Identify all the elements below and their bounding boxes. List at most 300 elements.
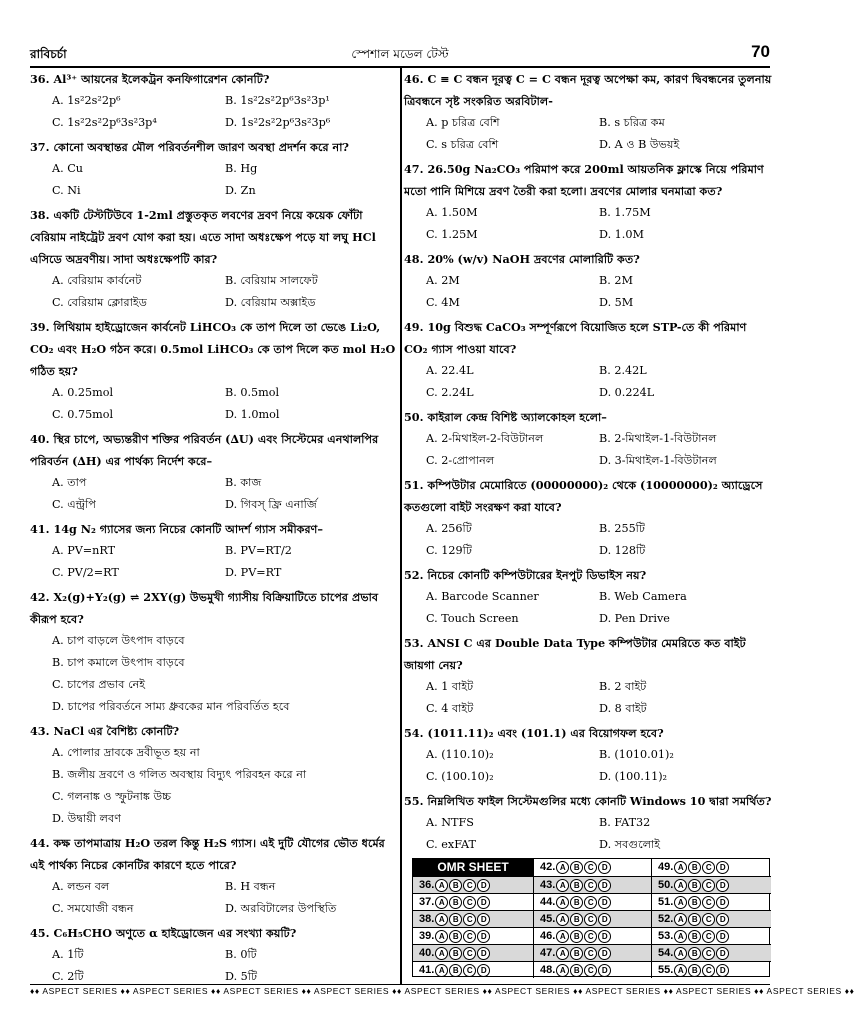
omr-question-number: 51. bbox=[658, 896, 674, 908]
question-text bbox=[30, 428, 398, 472]
option-list bbox=[30, 742, 398, 830]
question-number: 38. bbox=[30, 208, 50, 222]
answer-option: C. সমযোজী বন্ধন bbox=[52, 902, 134, 915]
question-number: 51. bbox=[404, 478, 424, 492]
answer-option: A. Cu bbox=[52, 162, 83, 175]
question-text bbox=[30, 68, 398, 90]
omr-bubble[interactable]: D bbox=[598, 896, 611, 909]
left-column bbox=[30, 68, 398, 983]
omr-question-number: 38. bbox=[419, 913, 435, 925]
omr-bubble[interactable]: B bbox=[688, 947, 701, 960]
omr-bubble[interactable]: C bbox=[584, 861, 597, 874]
question-stem: C₆H₅CHO অণুতে α হাইড্রোজেন এর সংখ্যা কয়টি? bbox=[53, 926, 297, 940]
omr-bubble[interactable]: C bbox=[463, 930, 476, 943]
question-number: 41. bbox=[30, 522, 50, 536]
answer-option: D. 0.224L bbox=[599, 386, 655, 399]
question-text bbox=[30, 922, 398, 944]
question-text bbox=[404, 406, 772, 428]
omr-row bbox=[651, 859, 771, 876]
answer-option: D. গিবস্ ফ্রি এনার্জি bbox=[225, 498, 317, 511]
answer-option: A. বেরিয়াম কার্বনেট bbox=[52, 274, 142, 287]
omr-row bbox=[413, 910, 533, 927]
omr-bubble[interactable]: C bbox=[463, 913, 476, 926]
question-text bbox=[30, 204, 398, 270]
answer-option: C. Touch Screen bbox=[426, 612, 519, 625]
answer-option: D. Pen Drive bbox=[599, 612, 670, 625]
question-number: 46. bbox=[404, 72, 424, 86]
omr-bubble[interactable]: A bbox=[674, 879, 687, 892]
omr-question-number: 48. bbox=[540, 964, 556, 976]
answer-option: C. 2.24L bbox=[426, 386, 474, 399]
omr-bubble[interactable]: A bbox=[674, 861, 687, 874]
omr-bubble[interactable]: B bbox=[688, 930, 701, 943]
omr-bubble[interactable]: D bbox=[598, 861, 611, 874]
omr-row bbox=[651, 893, 771, 910]
question-stem: 14g N₂ গ্যাসের জন্য নিচের কোনটি আদর্শ গ্যাস সমীকরণ– bbox=[53, 522, 323, 536]
omr-question-number: 44. bbox=[540, 896, 556, 908]
question-number: 48. bbox=[404, 252, 424, 266]
omr-bubble[interactable]: C bbox=[584, 964, 597, 977]
question-number: 50. bbox=[404, 410, 424, 424]
answer-option: A. PV=nRT bbox=[52, 544, 116, 557]
omr-row bbox=[533, 910, 651, 927]
omr-bubble[interactable]: B bbox=[449, 913, 462, 926]
option-list bbox=[30, 382, 398, 426]
question-block bbox=[404, 474, 772, 562]
omr-bubble[interactable]: D bbox=[477, 879, 490, 892]
omr-bubble[interactable]: A bbox=[556, 930, 569, 943]
question-text bbox=[30, 832, 398, 876]
omr-bubble[interactable]: D bbox=[716, 879, 729, 892]
answer-option: B. চাপ কমালে উৎপাদ বাড়বে bbox=[52, 656, 185, 669]
footer-strip: ♦♦ ASPECT SERIES ♦♦ ASPECT SERIES ♦♦ ASPECT SERIES ♦♦ ASPECT SERIES ♦♦ ASPECT SERIES ♦♦ ASPECT SERIES ♦♦ ASPECT SERIES ♦♦ ASPECT SERIES ♦♦ ASPECT SERIES ♦♦ bbox=[30, 986, 855, 996]
answer-option: B. (1010.01)₂ bbox=[599, 748, 674, 761]
question-number: 52. bbox=[404, 568, 424, 582]
omr-question-number: 50. bbox=[658, 879, 674, 891]
question-stem: X₂(g)+Y₂(g) ⇌ 2XY(g) উভমুখী গ্যাসীয় বিক্রিয়াটিতে চাপের প্রভাব কীরূপ হবে? bbox=[30, 590, 379, 626]
question-number: 45. bbox=[30, 926, 50, 940]
option-list bbox=[404, 360, 772, 404]
question-stem: স্থির চাপে, অভ্যন্তরীণ শক্তির পরিবর্তন (∆U) এবং সিস্টেমের এনথালপির পরিবর্তন (∆H) এর পার্থক্য নির্দেশ করে– bbox=[30, 432, 379, 468]
answer-option: D. অরবিটালের উপস্থিতি bbox=[225, 902, 337, 915]
omr-bubble[interactable]: C bbox=[702, 879, 715, 892]
omr-bubble[interactable]: B bbox=[688, 913, 701, 926]
option-list bbox=[30, 540, 398, 584]
omr-bubble[interactable]: C bbox=[702, 964, 715, 977]
answer-option: B. 2 বাইট bbox=[599, 680, 647, 693]
answer-option: B. 0টি bbox=[225, 948, 257, 961]
omr-question-number: 42. bbox=[540, 861, 556, 873]
omr-bubble[interactable]: D bbox=[716, 913, 729, 926]
omr-title: OMR SHEET bbox=[413, 859, 533, 876]
question-stem: নিম্নলিখিত ফাইল সিস্টেমগুলির মধ্যে কোনটি Windows 10 দ্বারা সমর্থিত? bbox=[427, 794, 772, 808]
omr-row bbox=[533, 927, 651, 944]
omr-question-number: 49. bbox=[658, 861, 674, 873]
answer-option: A. পোলার দ্রাবকে দ্রবীভূত হয় না bbox=[52, 746, 200, 759]
option-list bbox=[30, 158, 398, 202]
option-list bbox=[30, 270, 398, 314]
answer-option: C. বেরিয়াম ক্লোরাইড bbox=[52, 296, 147, 309]
answer-option: D. 5M bbox=[599, 296, 634, 309]
omr-bubble[interactable]: C bbox=[702, 896, 715, 909]
page-number: 70 bbox=[751, 42, 770, 61]
question-block bbox=[404, 406, 772, 472]
option-list bbox=[404, 518, 772, 562]
answer-option: A. 1টি bbox=[52, 948, 84, 961]
question-text bbox=[404, 722, 772, 744]
answer-option: B. 1.75M bbox=[599, 206, 651, 219]
omr-bubble[interactable]: B bbox=[449, 930, 462, 943]
question-stem: কম্পিউটার মেমোরিতে (00000000)₂ থেকে (10000000)₂ অ্যাড্রেসে কতগুলো বাইট সংরক্ষণ করা যাবে? bbox=[404, 478, 763, 514]
question-number: 42. bbox=[30, 590, 50, 604]
question-stem: কক্ষ তাপমাত্রায় H₂O তরল কিন্তু H₂S গ্যাস। এই দুটি যৌগের ভৌত ধর্মের এই পার্থক্য নিচের কোনটির কারণে হতে পারে? bbox=[30, 836, 385, 872]
omr-bubble[interactable]: C bbox=[463, 879, 476, 892]
answer-option: B. জলীয় দ্রবণে ও গলিত অবস্থায় বিদ্যুৎ পরিবহন করে না bbox=[52, 768, 307, 781]
option-list bbox=[404, 112, 772, 156]
omr-bubble[interactable]: C bbox=[702, 930, 715, 943]
answer-option: B. 255টি bbox=[599, 522, 645, 535]
question-block bbox=[404, 564, 772, 630]
question-number: 39. bbox=[30, 320, 50, 334]
answer-option: C. s চরিত্র বেশি bbox=[426, 138, 499, 151]
question-block bbox=[30, 68, 398, 134]
omr-row bbox=[651, 876, 771, 893]
answer-option: A. 1 বাইট bbox=[426, 680, 474, 693]
omr-bubble[interactable]: B bbox=[570, 861, 583, 874]
answer-option: A. NTFS bbox=[426, 816, 474, 829]
answer-option: B. 0.5mol bbox=[225, 386, 280, 399]
answer-option: A. 256টি bbox=[426, 522, 472, 535]
omr-row bbox=[413, 893, 533, 910]
omr-bubble[interactable]: B bbox=[449, 896, 462, 909]
answer-option: C. 2টি bbox=[52, 970, 84, 983]
answer-option: B. PV=RT/2 bbox=[225, 544, 292, 557]
answer-option: B. 2M bbox=[599, 274, 633, 287]
answer-option: D. 3-মিথাইল-1-বিউটানল bbox=[599, 454, 717, 467]
answer-option: C. 1.25M bbox=[426, 228, 478, 241]
answer-option: A. 2M bbox=[426, 274, 460, 287]
omr-bubble[interactable]: C bbox=[584, 930, 597, 943]
answer-option: C. 0.75mol bbox=[52, 408, 114, 421]
omr-bubble[interactable]: C bbox=[463, 947, 476, 960]
question-text bbox=[30, 518, 398, 540]
answer-option: B. 2.42L bbox=[599, 364, 647, 377]
omr-bubble[interactable]: B bbox=[570, 964, 583, 977]
omr-bubble[interactable]: C bbox=[584, 913, 597, 926]
answer-option: C. Ni bbox=[52, 184, 81, 197]
question-block bbox=[404, 722, 772, 788]
omr-bubble[interactable]: B bbox=[570, 896, 583, 909]
omr-question-number: 45. bbox=[540, 913, 556, 925]
question-text bbox=[404, 68, 772, 112]
answer-option: D. 5টি bbox=[225, 970, 258, 983]
question-text bbox=[404, 790, 772, 812]
question-block bbox=[404, 316, 772, 404]
question-text bbox=[404, 316, 772, 360]
answer-option: D. উদ্বায়ী লবণ bbox=[52, 812, 121, 825]
omr-question-number: 43. bbox=[540, 879, 556, 891]
omr-question-number: 37. bbox=[419, 896, 435, 908]
answer-option: B. H বন্ধন bbox=[225, 880, 276, 893]
question-stem: 10g বিশুদ্ধ CaCO₃ সম্পূর্ণরূপে বিয়োজিত হলে STP-তে কী পরিমাণ CO₂ গ্যাস পাওয়া যাবে? bbox=[404, 320, 747, 356]
omr-bubble[interactable]: A bbox=[556, 879, 569, 892]
question-text bbox=[404, 632, 772, 676]
question-block bbox=[30, 316, 398, 426]
answer-option: A. তাপ bbox=[52, 476, 87, 489]
omr-row bbox=[651, 927, 771, 944]
question-block bbox=[404, 68, 772, 156]
answer-option: C. 1s²2s²2p⁶3s²3p⁴ bbox=[52, 116, 157, 129]
answer-option: D. 1.0mol bbox=[225, 408, 280, 421]
answer-option: C. চাপের প্রভাব নেই bbox=[52, 678, 146, 691]
answer-option: A. 22.4L bbox=[426, 364, 474, 377]
option-list bbox=[404, 812, 772, 856]
question-number: 49. bbox=[404, 320, 424, 334]
question-stem: নিচের কোনটি কম্পিউটারের ইনপুট ডিভাইস নয়? bbox=[427, 568, 647, 582]
question-number: 53. bbox=[404, 636, 424, 650]
question-number: 43. bbox=[30, 724, 50, 738]
answer-option: C. গলনাঙ্ক ও স্ফুটনাঙ্ক উচ্চ bbox=[52, 790, 172, 803]
omr-row bbox=[533, 893, 651, 910]
question-text bbox=[404, 158, 772, 202]
option-list bbox=[30, 876, 398, 920]
question-block bbox=[30, 204, 398, 314]
omr-bubble[interactable]: D bbox=[477, 947, 490, 960]
omr-bubble[interactable]: D bbox=[716, 896, 729, 909]
omr-question-number: 47. bbox=[540, 947, 556, 959]
question-number: 44. bbox=[30, 836, 50, 850]
omr-bubble[interactable]: C bbox=[702, 913, 715, 926]
omr-row bbox=[651, 910, 771, 927]
answer-option: B. 1s²2s²2p⁶3s²3p¹ bbox=[225, 94, 330, 107]
omr-bubble[interactable]: A bbox=[435, 879, 448, 892]
omr-question-number: 36. bbox=[419, 879, 435, 891]
omr-bubble[interactable]: A bbox=[435, 947, 448, 960]
omr-bubble[interactable]: C bbox=[463, 896, 476, 909]
omr-bubble[interactable]: C bbox=[584, 896, 597, 909]
question-text bbox=[30, 720, 398, 742]
question-stem: ANSI C এর Double Data Type কম্পিউটার মেমরিতে কত বাইট জায়গা নেয়? bbox=[404, 636, 746, 672]
omr-bubble[interactable]: C bbox=[702, 947, 715, 960]
omr-bubble[interactable]: D bbox=[598, 930, 611, 943]
option-list bbox=[30, 472, 398, 516]
answer-option: D. A ও B উভয়ই bbox=[599, 138, 680, 151]
omr-bubble[interactable]: B bbox=[570, 879, 583, 892]
answer-option: A. 1.50M bbox=[426, 206, 478, 219]
omr-bubble[interactable]: A bbox=[556, 964, 569, 977]
answer-option: C. 4M bbox=[426, 296, 460, 309]
option-list bbox=[404, 202, 772, 246]
omr-question-number: 39. bbox=[419, 930, 435, 942]
omr-row bbox=[533, 876, 651, 893]
omr-bubble[interactable]: A bbox=[435, 930, 448, 943]
omr-row bbox=[413, 876, 533, 893]
omr-bubble[interactable]: B bbox=[449, 964, 462, 977]
question-block bbox=[404, 158, 772, 246]
page-header bbox=[30, 38, 770, 68]
omr-bubble[interactable]: A bbox=[674, 947, 687, 960]
question-block bbox=[30, 832, 398, 920]
omr-bubble[interactable]: A bbox=[435, 964, 448, 977]
question-stem: C ≡ C বন্ধন দূরত্ব C = C বন্ধন দূরত্ব অপেক্ষা কম, কারণ দ্বিবন্ধনের তুলনায় ত্রিবন্ধনে সৃষ্ট সংকরিত অরবিটাল- bbox=[404, 72, 772, 108]
option-list bbox=[30, 944, 398, 988]
omr-question-number: 55. bbox=[658, 964, 674, 976]
question-block bbox=[30, 922, 398, 988]
option-list bbox=[404, 744, 772, 788]
omr-bubble[interactable]: D bbox=[477, 964, 490, 977]
omr-row bbox=[533, 859, 651, 876]
question-stem: 20% (w/v) NaOH দ্রবণের মোলারিটি কত? bbox=[427, 252, 640, 266]
omr-bubble[interactable]: D bbox=[716, 964, 729, 977]
omr-bubble[interactable]: A bbox=[435, 913, 448, 926]
omr-bubble[interactable]: B bbox=[449, 947, 462, 960]
omr-bubble[interactable]: B bbox=[570, 930, 583, 943]
omr-bubble[interactable]: B bbox=[449, 879, 462, 892]
omr-row bbox=[533, 944, 651, 961]
omr-row bbox=[413, 944, 533, 961]
book-name: রাবিচর্চা bbox=[30, 47, 67, 61]
answer-option: D. 128টি bbox=[599, 544, 646, 557]
option-list bbox=[30, 630, 398, 718]
answer-option: B. বেরিয়াম সালফেট bbox=[225, 274, 318, 287]
question-number: 36. bbox=[30, 72, 50, 86]
omr-bubble[interactable]: A bbox=[674, 930, 687, 943]
omr-bubble[interactable]: A bbox=[674, 896, 687, 909]
answer-option: B. Hg bbox=[225, 162, 258, 175]
omr-bubble[interactable]: D bbox=[477, 896, 490, 909]
answer-option: A. 2-মিথাইল-2-বিউটানল bbox=[426, 432, 544, 445]
answer-option: A. চাপ বাড়লে উৎপাদ বাড়বে bbox=[52, 634, 185, 647]
answer-option: D. 1s²2s²2p⁶3s²3p⁶ bbox=[225, 116, 331, 129]
question-block bbox=[404, 632, 772, 720]
answer-option: D. চাপের পরিবর্তনে সাম্য ধ্রুবকের মান পরিবর্তিত হবে bbox=[52, 700, 290, 713]
answer-option: D. সবগুলোই bbox=[599, 838, 661, 851]
question-stem: লিথিয়াম হাইড্রোজেন কার্বনেট LiHCO₃ কে তাপ দিলে তা ভেঙে Li₂O, CO₂ এবং H₂O গঠন করে। 0.5mol LiHCO₃ কে তাপ দিলে কত mol H₂O গঠিত হয়? bbox=[30, 320, 396, 378]
omr-bubble[interactable]: D bbox=[716, 861, 729, 874]
omr-bubble[interactable]: D bbox=[477, 930, 490, 943]
omr-question-number: 53. bbox=[658, 930, 674, 942]
omr-bubble[interactable]: B bbox=[688, 861, 701, 874]
answer-option: A. 0.25mol bbox=[52, 386, 114, 399]
question-stem: (1011.11)₂ এবং (101.1) এর বিয়োগফল হবে? bbox=[427, 726, 664, 740]
answer-option: C. 2-প্রোপানল bbox=[426, 454, 495, 467]
answer-option: B. s চরিত্র কম bbox=[599, 116, 665, 129]
omr-bubble[interactable]: C bbox=[702, 861, 715, 874]
omr-bubble[interactable]: D bbox=[477, 913, 490, 926]
omr-bubble[interactable]: C bbox=[584, 879, 597, 892]
answer-option: C. exFAT bbox=[426, 838, 476, 851]
omr-question-number: 54. bbox=[658, 947, 674, 959]
option-list bbox=[404, 428, 772, 472]
omr-row bbox=[651, 961, 771, 978]
answer-option: C. এন্ট্রপি bbox=[52, 498, 96, 511]
omr-sheet bbox=[412, 858, 770, 977]
question-stem: Al³⁺ আয়নের ইলেকট্রন কনফিগারেশন কোনটি? bbox=[53, 72, 270, 86]
omr-bubble[interactable]: A bbox=[556, 896, 569, 909]
answer-option: D. Zn bbox=[225, 184, 256, 197]
question-stem: কাইরাল কেন্দ্র বিশিষ্ট অ্যালকোহল হলো– bbox=[427, 410, 607, 424]
omr-bubble[interactable]: D bbox=[598, 964, 611, 977]
omr-row bbox=[533, 961, 651, 978]
answer-option: A. p চরিত্র বেশি bbox=[426, 116, 500, 129]
omr-bubble[interactable]: B bbox=[570, 913, 583, 926]
answer-option: A. 1s²2s²2p⁶ bbox=[52, 94, 121, 107]
answer-option: C. 4 বাইট bbox=[426, 702, 474, 715]
omr-row bbox=[651, 944, 771, 961]
option-list bbox=[404, 676, 772, 720]
answer-option: B. FAT32 bbox=[599, 816, 651, 829]
question-number: 55. bbox=[404, 794, 424, 808]
question-text bbox=[30, 136, 398, 158]
omr-question-number: 52. bbox=[658, 913, 674, 925]
omr-bubble[interactable]: A bbox=[556, 913, 569, 926]
right-column bbox=[404, 68, 772, 983]
answer-option: B. Web Camera bbox=[599, 590, 687, 603]
question-block bbox=[404, 248, 772, 314]
omr-bubble[interactable]: D bbox=[598, 947, 611, 960]
question-stem: 26.50g Na₂CO₃ পরিমাপ করে 200ml আয়তনিক ফ্লাস্কে নিয়ে পরিমাণ মতো পানি মিশিয়ে দ্রবণ তৈরী করা হলো। দ্রবণের মোলার ঘনমাত্রা কত? bbox=[404, 162, 764, 198]
question-text bbox=[404, 564, 772, 586]
omr-bubble[interactable]: A bbox=[674, 913, 687, 926]
answer-option: A. লন্ডন বল bbox=[52, 880, 110, 893]
omr-bubble[interactable]: D bbox=[716, 947, 729, 960]
question-text bbox=[30, 316, 398, 382]
omr-row bbox=[413, 927, 533, 944]
question-number: 47. bbox=[404, 162, 424, 176]
omr-bubble[interactable]: D bbox=[598, 879, 611, 892]
answer-option: D. 1.0M bbox=[599, 228, 644, 241]
answer-option: C. (100.10)₂ bbox=[426, 770, 494, 783]
omr-bubble[interactable]: A bbox=[556, 861, 569, 874]
option-list bbox=[404, 586, 772, 630]
question-stem: কোনো অবস্থান্তর মৌল পরিবর্তনশীল জারণ অবস্থা প্রদর্শন করে না? bbox=[53, 140, 349, 154]
test-title: স্পেশাল মডেল টেস্ট bbox=[351, 47, 449, 61]
question-block bbox=[30, 136, 398, 202]
answer-option: D. 8 বাইট bbox=[599, 702, 647, 715]
omr-bubble[interactable]: D bbox=[598, 913, 611, 926]
option-list bbox=[30, 90, 398, 134]
answer-option: D. (100.11)₂ bbox=[599, 770, 668, 783]
omr-bubble[interactable]: B bbox=[688, 879, 701, 892]
question-stem: একটি টেস্টটিউবে 1-2ml প্রস্তুতকৃত লবণের দ্রবণ নিয়ে কয়েক ফোঁটা বেরিয়াম নাইট্রেট দ্রবণ যোগ করা হয়। এতে সাদা অধঃক্ষেপ পড়ে যা লঘু HCl এসিডে অদ্রবণীয়। সাদা অধঃক্ষেপটি কার? bbox=[30, 208, 376, 266]
question-text bbox=[30, 586, 398, 630]
omr-bubble[interactable]: D bbox=[716, 930, 729, 943]
answer-option: C. PV/2=RT bbox=[52, 566, 119, 579]
omr-bubble[interactable]: B bbox=[688, 896, 701, 909]
question-block bbox=[404, 790, 772, 856]
omr-question-number: 46. bbox=[540, 930, 556, 942]
omr-bubble[interactable]: C bbox=[584, 947, 597, 960]
omr-bubble[interactable]: B bbox=[570, 947, 583, 960]
omr-question-number: 41. bbox=[419, 964, 435, 976]
answer-option: B. কাজ bbox=[225, 476, 262, 489]
option-list bbox=[404, 270, 772, 314]
answer-option: A. (110.10)₂ bbox=[426, 748, 494, 761]
omr-bubble[interactable]: B bbox=[688, 964, 701, 977]
question-text bbox=[404, 248, 772, 270]
question-block bbox=[30, 720, 398, 830]
omr-bubble[interactable]: A bbox=[674, 964, 687, 977]
question-number: 40. bbox=[30, 432, 50, 446]
answer-option: A. Barcode Scanner bbox=[426, 590, 539, 603]
omr-bubble[interactable]: C bbox=[463, 964, 476, 977]
question-block bbox=[30, 428, 398, 516]
omr-bubble[interactable]: A bbox=[435, 896, 448, 909]
question-block bbox=[30, 518, 398, 584]
omr-bubble[interactable]: A bbox=[556, 947, 569, 960]
question-stem: NaCl এর বৈশিষ্ট্য কোনটি? bbox=[53, 724, 180, 738]
question-block bbox=[30, 586, 398, 718]
